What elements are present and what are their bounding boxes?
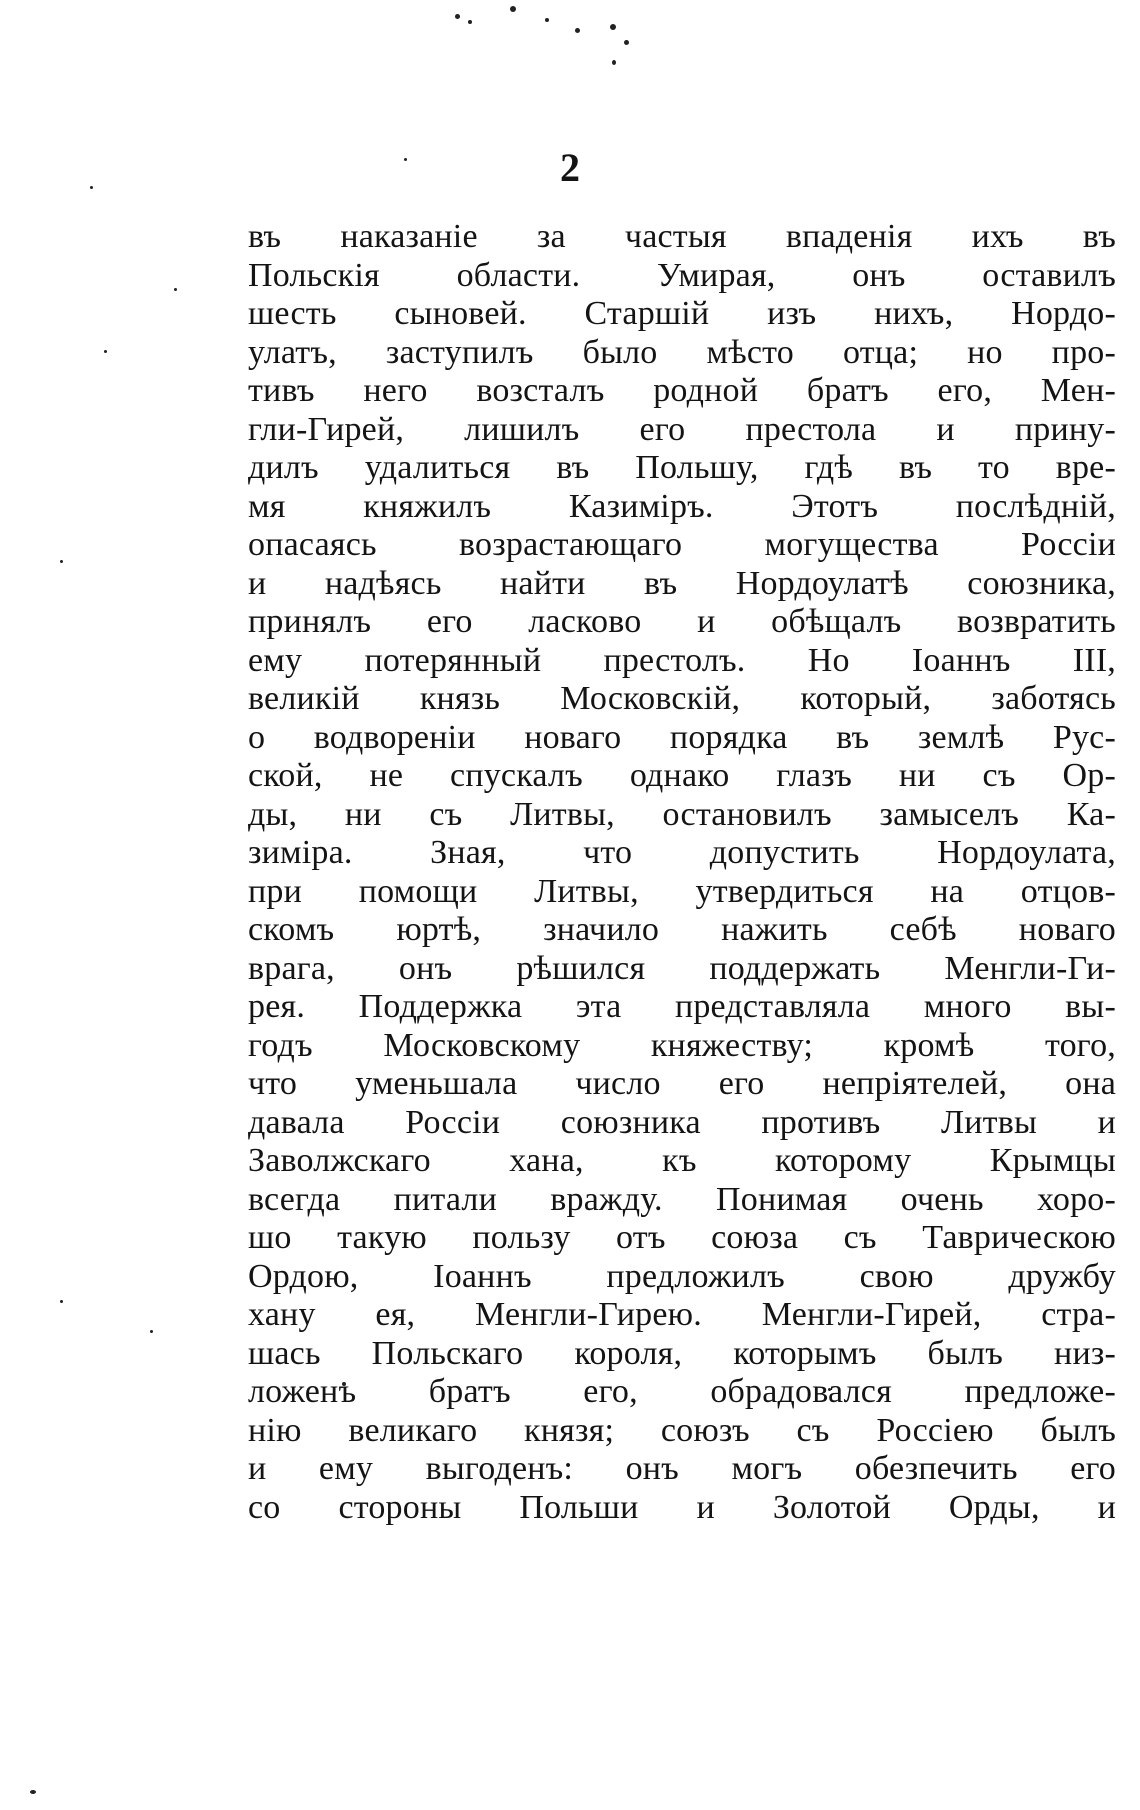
scan-speck <box>150 1330 153 1333</box>
text-line: при помощи Литвы, утвердиться на отцов- <box>248 872 1116 910</box>
scan-speck <box>610 24 616 30</box>
scan-speck <box>510 6 516 12</box>
text-line: скомъ юртѣ, значило нажить себѣ новаго <box>248 911 1116 948</box>
text-line: годъ Московскому княжеству; кромѣ того, <box>248 1026 1116 1064</box>
text-line: о водвореніи новаго порядка въ землѣ Рус- <box>248 718 1116 756</box>
scan-speck <box>60 1300 63 1303</box>
text-line: и ему выгоденъ: онъ могъ обезпечить его <box>248 1450 1116 1487</box>
text-line: опасаясь возрастающаго могущества Россіи <box>248 526 1116 563</box>
text-line: что уменьшала число его непріятелей, она <box>248 1065 1116 1102</box>
text-line: ской, не спускалъ однако глазъ ни съ Ор- <box>248 757 1116 794</box>
scan-speck <box>455 14 460 19</box>
text-line: врага, онъ рѣшился поддержать Менгли-Ги- <box>248 949 1116 987</box>
text-line: шесть сыновей. Старшій изъ нихъ, Нордо- <box>248 295 1116 332</box>
text-line: зиміра. Зная, что допустить Нордоулата, <box>248 834 1116 871</box>
text-line: и надѣясь найти въ Нордоулатѣ союзника, <box>248 564 1116 602</box>
scan-speck <box>60 560 63 563</box>
scan-speck <box>575 28 580 33</box>
text-line: Заволжскаго хана, къ которому Крымцы <box>248 1142 1116 1179</box>
text-line: улатъ, заступилъ было мѣсто отца; но про- <box>248 333 1116 371</box>
text-line: со стороны Польши и Золотой Орды, и <box>248 1488 1116 1526</box>
text-line: давала Россіи союзника противъ Литвы и <box>248 1103 1116 1141</box>
text-line: шо такую пользу отъ союза съ Таврическою <box>248 1219 1116 1256</box>
text-line: гли-Гирей, лишилъ его престола и прину- <box>248 410 1116 448</box>
text-line: ему потерянный престолъ. Но Іоаннъ III, <box>248 641 1116 679</box>
scan-speck <box>612 60 616 65</box>
text-line: въ наказаніе за частыя впаденія ихъ въ <box>248 218 1116 255</box>
text-line: ды, ни съ Литвы, остановилъ замыселъ Ка- <box>248 795 1116 833</box>
text-line: рея. Поддержка эта представляла много вы- <box>248 988 1116 1025</box>
body-text <box>248 218 1116 1527</box>
scan-speck <box>30 1790 36 1794</box>
text-line: нію великаго князя; союзъ съ Россіею былъ <box>248 1411 1116 1449</box>
text-line: хану ея, Менгли-Гирею. Менгли-Гирей, стра- <box>248 1296 1116 1333</box>
text-line: Польскія области. Умирая, онъ оставилъ <box>248 256 1116 294</box>
scan-speck <box>468 20 472 24</box>
text-line: мя княжилъ Казиміръ. Этотъ послѣдній, <box>248 487 1116 525</box>
text-line: ложенъ братъ его, обрадовался предложе- <box>248 1373 1116 1410</box>
page-number: 2 <box>560 145 580 190</box>
text-line: дилъ удалиться въ Польшу, гдѣ въ то вре- <box>248 449 1116 486</box>
text-line: принялъ его ласково и обѣщалъ возвратить <box>248 603 1116 640</box>
text-line: тивъ него возсталъ родной братъ его, Мен- <box>248 372 1116 409</box>
text-line: Ордою, Іоаннъ предложилъ свою дружбу <box>248 1257 1116 1295</box>
scan-speck <box>174 288 177 291</box>
text-line: всегда питали вражду. Понимая очень хоро- <box>248 1180 1116 1218</box>
scan-speck <box>624 40 629 45</box>
text-line: шась Польскаго короля, которымъ былъ низ- <box>248 1334 1116 1372</box>
text-line: великій князь Московскій, который, заботясь <box>248 680 1116 717</box>
scan-speck <box>545 18 549 22</box>
scan-speck <box>104 350 107 353</box>
